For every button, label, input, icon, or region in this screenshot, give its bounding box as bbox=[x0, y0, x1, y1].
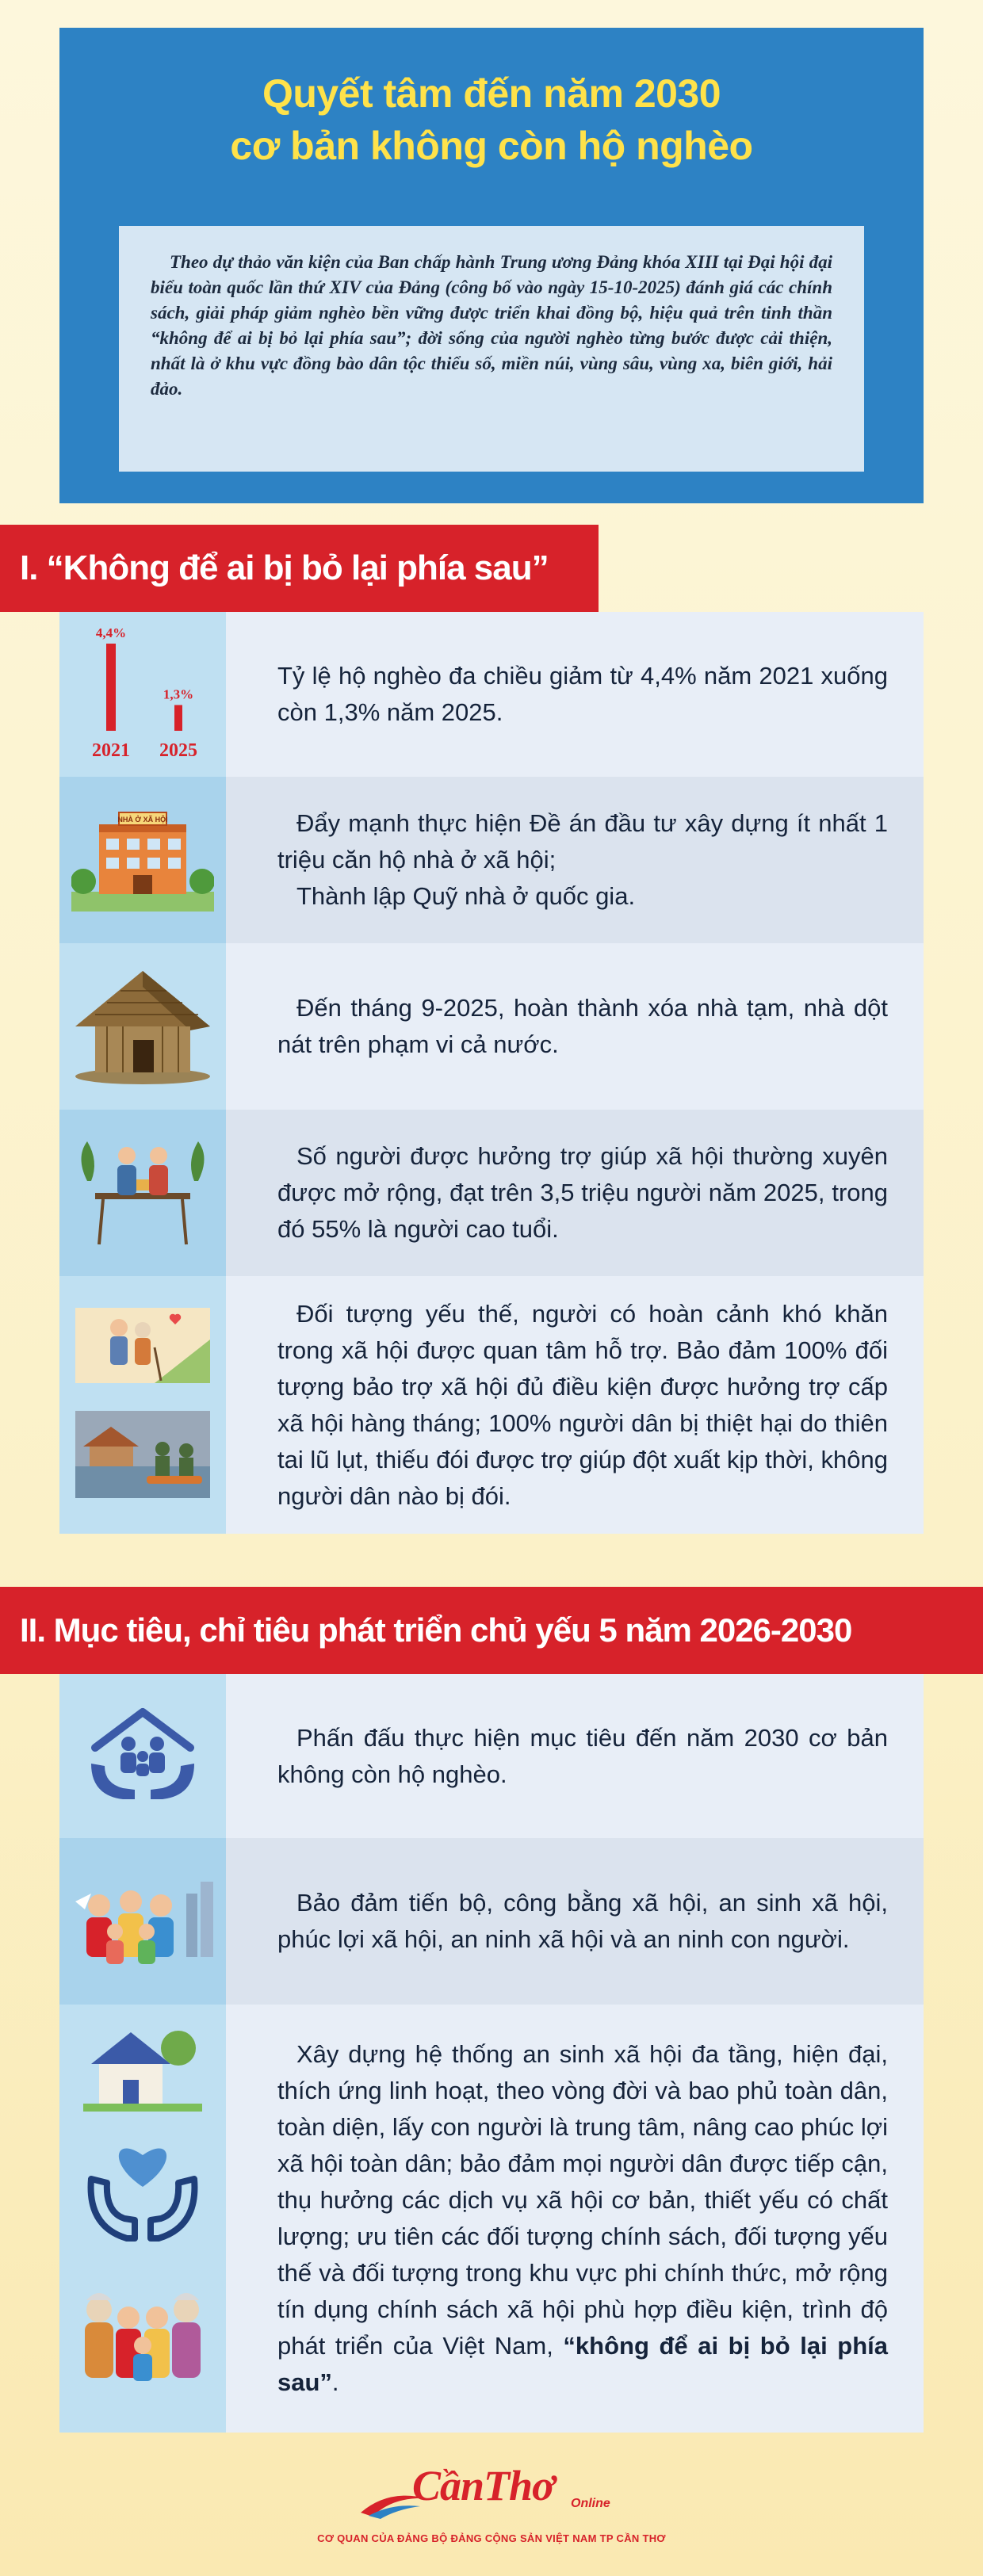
row-text-content: Đến tháng 9-2025, hoàn thành xóa nhà tạm, nhà dột nát trên phạm vi cả nước. bbox=[277, 994, 888, 1058]
row-text-content: Đối tượng yếu thế, người có hoàn cảnh khó khăn trong xã hội được quan tâm hỗ trợ. Bảo đảm 100% đối tượng bảo trợ xã hội đủ điều kiện được hưởng trợ cấp xã hội hàng tháng; 100% người dân bị thiệt hại do thiên tai lũ lụt, thiếu đói được trợ giúp đột xuất kịp thời, không người dân nào bị đói. bbox=[277, 1299, 888, 1510]
chart-value-label: 1,3% bbox=[163, 686, 194, 702]
title-line-1: Quyết tâm đến năm 2030 bbox=[262, 71, 721, 116]
social-housing-icon bbox=[71, 808, 214, 912]
chart-cell bbox=[59, 612, 226, 777]
row-text-content: Tỷ lệ hộ nghèo đa chiều giảm từ 4,4% năm 2021 xuống còn 1,3% năm 2025. bbox=[277, 662, 888, 726]
footer-tagline: CƠ QUAN CỦA ĐẢNG BỘ ĐẢNG CỘNG SẢN VIỆT NAM TP CẦN THƠ bbox=[317, 2532, 666, 2544]
row-text bbox=[226, 943, 924, 1110]
thatched-hut-icon bbox=[71, 967, 214, 1086]
info-row bbox=[59, 612, 924, 777]
row-text bbox=[226, 612, 924, 777]
logo-text: CầnThơ bbox=[412, 2462, 555, 2509]
caring-hands-icon bbox=[83, 2131, 202, 2250]
icon-cell bbox=[59, 2005, 226, 2433]
chart-value-label: 4,4% bbox=[95, 625, 127, 640]
section-1-heading: I. “Không để ai bị bỏ lại phía sau” bbox=[0, 525, 599, 612]
row-text bbox=[226, 2005, 924, 2433]
section-2-heading: II. Mục tiêu, chỉ tiêu phát triển chủ yếu 5 năm 2026-2030 bbox=[0, 1587, 983, 1674]
elderly-care-icon bbox=[75, 1308, 210, 1383]
footer bbox=[0, 2457, 983, 2568]
chart-bar-2021 bbox=[106, 644, 116, 731]
chart-bar-2025 bbox=[174, 705, 182, 732]
family-home-icon bbox=[87, 1704, 198, 1807]
chart-category-label: 2021 bbox=[92, 740, 130, 761]
info-row bbox=[59, 777, 924, 943]
title-line-2: cơ bản không còn hộ nghèo bbox=[230, 124, 753, 168]
house-icon bbox=[83, 2024, 202, 2112]
icon-cell bbox=[59, 1276, 226, 1534]
icon-cell bbox=[59, 1674, 226, 1838]
row-text-content: Phấn đấu thực hiện mục tiêu đến năm 2030 cơ bản không còn hộ nghèo. bbox=[277, 1723, 888, 1788]
row-text-bold: “không để ai bị bỏ lại phía sau” bbox=[277, 2332, 888, 2396]
icon-cell bbox=[59, 943, 226, 1110]
row-text bbox=[226, 1276, 924, 1534]
row-text-main: Xây dựng hệ thống an sinh xã hội đa tầng, hiện đại, thích ứng linh hoạt, theo vòng đời và bao phủ toàn dân, toàn diện, lấy con người là trung tâm, nâng cao phúc lợi xã hội toàn dân; bảo đảm mọi người dân được tiếp cận, thụ hưởng các dịch vụ xã hội cơ bản, thiết yếu có chất lượng; ưu tiên các đối tượng chính sách, đối tượng yếu thế và đối tượng trong khu vực phi chính thức, mở rộng tín dụng chính sách xã hội phù hợp điều kiện, trình độ phát triển của Việt Nam, bbox=[277, 2040, 888, 2360]
row-text bbox=[226, 1674, 924, 1838]
info-row bbox=[59, 2005, 924, 2433]
happy-family-icon bbox=[67, 1870, 218, 1973]
building-sign: NHÀ Ở XÃ HỘI bbox=[117, 816, 168, 824]
row-text-content: Số người được hưởng trợ giúp xã hội thường xuyên được mở rộng, đạt trên 3,5 triệu người năm 2025, trong đó 55% là người cao tuổi. bbox=[277, 1142, 888, 1243]
icon-cell bbox=[59, 1110, 226, 1276]
multigenerational-family-icon bbox=[71, 2278, 214, 2389]
row-text bbox=[226, 1110, 924, 1276]
row-text-a: Đẩy mạnh thực hiện Đề án đầu tư xây dựng ít nhất 1 triệu căn hộ nhà ở xã hội; bbox=[277, 809, 888, 873]
intro-text: Theo dự thảo văn kiện của Ban chấp hành Trung ương Đảng khóa XIII tại Đại hội đại biểu toàn quốc lần thứ XIV của Đảng (công bố vào ngày 15-10-2025) đánh giá các chính sách, giải pháp giảm nghèo bền vững được triển khai đồng bộ, hiệu quả trên tinh thần “không để ai bị bỏ lại phía sau”; đời sống của người nghèo từng bước được cải thiện, nhất là ở khu vực đồng bào dân tộc thiểu số, miền núi, vùng sâu, vùng xa, biên giới, hải đảo. bbox=[119, 226, 864, 472]
icon-cell bbox=[59, 1838, 226, 2005]
info-row bbox=[59, 1674, 924, 1838]
flood-relief-icon bbox=[75, 1411, 210, 1498]
logo-suffix: Online bbox=[571, 2497, 610, 2510]
row-text bbox=[226, 777, 924, 943]
row-text-content: Bảo đảm tiến bộ, công bằng xã hội, an sinh xã hội, phúc lợi xã hội, an ninh xã hội và an ninh con người. bbox=[277, 1889, 888, 1953]
row-text-b: Thành lập Quỹ nhà ở quốc gia. bbox=[296, 882, 636, 910]
row-text bbox=[226, 1838, 924, 2005]
page-title bbox=[59, 67, 924, 172]
info-row bbox=[59, 1838, 924, 2005]
info-row bbox=[59, 1276, 924, 1534]
chart-category-label: 2025 bbox=[159, 740, 197, 761]
row-text-content bbox=[277, 2036, 888, 2401]
info-row bbox=[59, 943, 924, 1110]
header-panel bbox=[59, 28, 924, 503]
poverty-rate-chart bbox=[59, 612, 226, 777]
social-assistance-icon bbox=[71, 1133, 214, 1252]
info-row bbox=[59, 1110, 924, 1276]
row-text-end: . bbox=[331, 2368, 339, 2396]
icon-cell bbox=[59, 777, 226, 943]
